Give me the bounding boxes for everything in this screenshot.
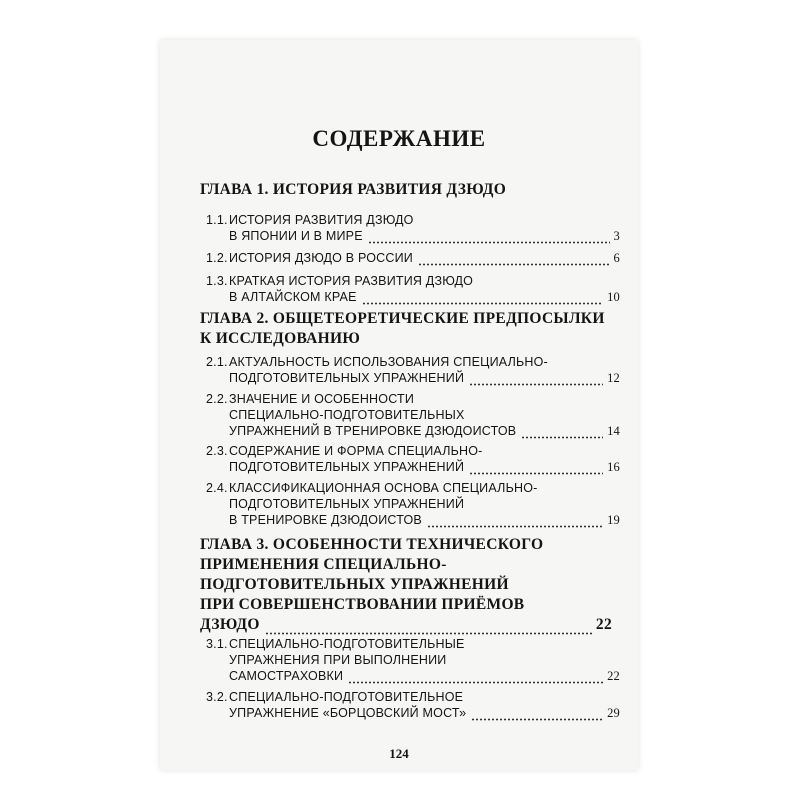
section-title-line: СПЕЦИАЛЬНО-ПОДГОТОВИТЕЛЬНОЕ: [229, 690, 464, 704]
section-title-line: КРАТКАЯ ИСТОРИЯ РАЗВИТИЯ ДЗЮДО: [229, 274, 474, 288]
section-title-line: АКТУАЛЬНОСТЬ ИСПОЛЬЗОВАНИЯ СПЕЦИАЛЬНО-: [229, 355, 548, 369]
toc-entry-2-4: [206, 480, 620, 528]
chapter-line: ГЛАВА 3. ОСОБЕННОСТИ ТЕХНИЧЕСКОГО: [200, 536, 544, 553]
section-title-line: ЗНАЧЕНИЕ И ОСОБЕННОСТИ: [229, 392, 415, 406]
section-number: 2.2.: [206, 392, 228, 406]
section-title-line: СПЕЦИАЛЬНО-ПОДГОТОВИТЕЛЬНЫХ: [229, 408, 465, 422]
chapter-line: ДЗЮДО: [200, 616, 260, 633]
section-title-line: ИСТОРИЯ ДЗЮДО В РОССИИ: [229, 251, 413, 265]
toc-entry-1-2: [206, 250, 620, 266]
page-number: 12: [607, 371, 620, 385]
dot-leader: [469, 463, 603, 475]
section-number: 2.4.: [206, 481, 228, 495]
page-number: 29: [607, 706, 620, 720]
page-title: СОДЕРЖАНИЕ: [312, 126, 486, 151]
page-number: 16: [607, 460, 620, 474]
dot-leader: [265, 623, 592, 635]
section-number: 3.2.: [206, 690, 228, 704]
chapter-line: ГЛАВА 2. ОБЩЕТЕОРЕТИЧЕСКИЕ ПРЕДПОСЫЛКИ: [200, 310, 605, 327]
dot-leader: [471, 709, 603, 721]
section-title-line: ПОДГОТОВИТЕЛЬНЫХ УПРАЖНЕНИЙ: [229, 497, 465, 511]
chapter-line: ПРИМЕНЕНИЯ СПЕЦИАЛЬНО-: [200, 556, 447, 573]
section-number: 1.3.: [206, 274, 228, 288]
section-title-line: СОДЕРЖАНИЕ И ФОРМА СПЕЦИАЛЬНО-: [229, 444, 483, 458]
section-title-line: САМОСТРАХОВКИ: [229, 669, 344, 683]
dot-leader: [427, 516, 603, 528]
chapter-2-heading: [200, 309, 612, 349]
section-title-line: СПЕЦИАЛЬНО-ПОДГОТОВИТЕЛЬНЫЕ: [229, 637, 465, 651]
section-title-line: ПОДГОТОВИТЕЛЬНЫХ УПРАЖНЕНИЙ: [229, 460, 465, 474]
page-number: 19: [607, 513, 620, 527]
section-title-line: КЛАССИФИКАЦИОННАЯ ОСНОВА СПЕЦИАЛЬНО-: [229, 481, 538, 495]
chapter-1-heading: [200, 180, 612, 200]
dot-leader: [368, 232, 610, 244]
dot-leader: [418, 254, 610, 266]
section-number: 2.1.: [206, 355, 228, 369]
chapter-line: ПРИ СОВЕРШЕНСТВОВАНИИ ПРИЁМОВ: [200, 596, 525, 613]
chapter-line: ПОДГОТОВИТЕЛЬНЫХ УПРАЖНЕНИЙ: [200, 576, 509, 593]
page-number: 6: [613, 251, 620, 265]
toc-entry-3-2: [206, 689, 620, 721]
book-page: [160, 40, 638, 770]
section-title-line: УПРАЖНЕНИЕ «БОРЦОВСКИЙ МОСТ»: [229, 706, 467, 720]
toc-entry-2-3: [206, 443, 620, 475]
page-folio-number: 124: [389, 746, 409, 761]
section-number: 2.3.: [206, 444, 228, 458]
toc-entry-1-3: [206, 273, 620, 305]
page-number: 22: [607, 669, 620, 683]
page-number: 3: [613, 229, 620, 243]
section-title-line: УПРАЖНЕНИЯ ПРИ ВЫПОЛНЕНИИ: [229, 653, 447, 667]
chapter-line: ГЛАВА 1. ИСТОРИЯ РАЗВИТИЯ ДЗЮДО: [200, 181, 507, 198]
section-title-line: В ЯПОНИИ И В МИРЕ: [229, 229, 363, 243]
toc-entry-3-1: [206, 636, 620, 684]
section-number: 3.1.: [206, 637, 228, 651]
section-title-line: УПРАЖНЕНИЙ В ТРЕНИРОВКЕ ДЗЮДОИСТОВ: [229, 424, 517, 438]
dot-leader: [348, 672, 603, 684]
dot-leader: [469, 374, 603, 386]
toc-entry-2-2: [206, 391, 620, 439]
section-title-line: В ТРЕНИРОВКЕ ДЗЮДОИСТОВ: [229, 513, 422, 527]
chapter-3-heading: [200, 535, 612, 635]
page-number: 14: [607, 424, 620, 438]
toc-entry-1-1: [206, 212, 620, 244]
dot-leader: [362, 293, 603, 305]
section-title-line: ИСТОРИЯ РАЗВИТИЯ ДЗЮДО: [229, 213, 414, 227]
dot-leader: [521, 427, 603, 439]
section-number: 1.2.: [206, 251, 228, 265]
page-number: 22: [595, 616, 612, 633]
toc-entry-2-1: [206, 354, 620, 386]
section-number: 1.1.: [206, 213, 228, 227]
section-title-line: ПОДГОТОВИТЕЛЬНЫХ УПРАЖНЕНИЙ: [229, 371, 465, 385]
page-number: 10: [607, 290, 620, 304]
chapter-line: К ИССЛЕДОВАНИЮ: [200, 330, 361, 347]
section-title-line: В АЛТАЙСКОМ КРАЕ: [229, 290, 357, 304]
